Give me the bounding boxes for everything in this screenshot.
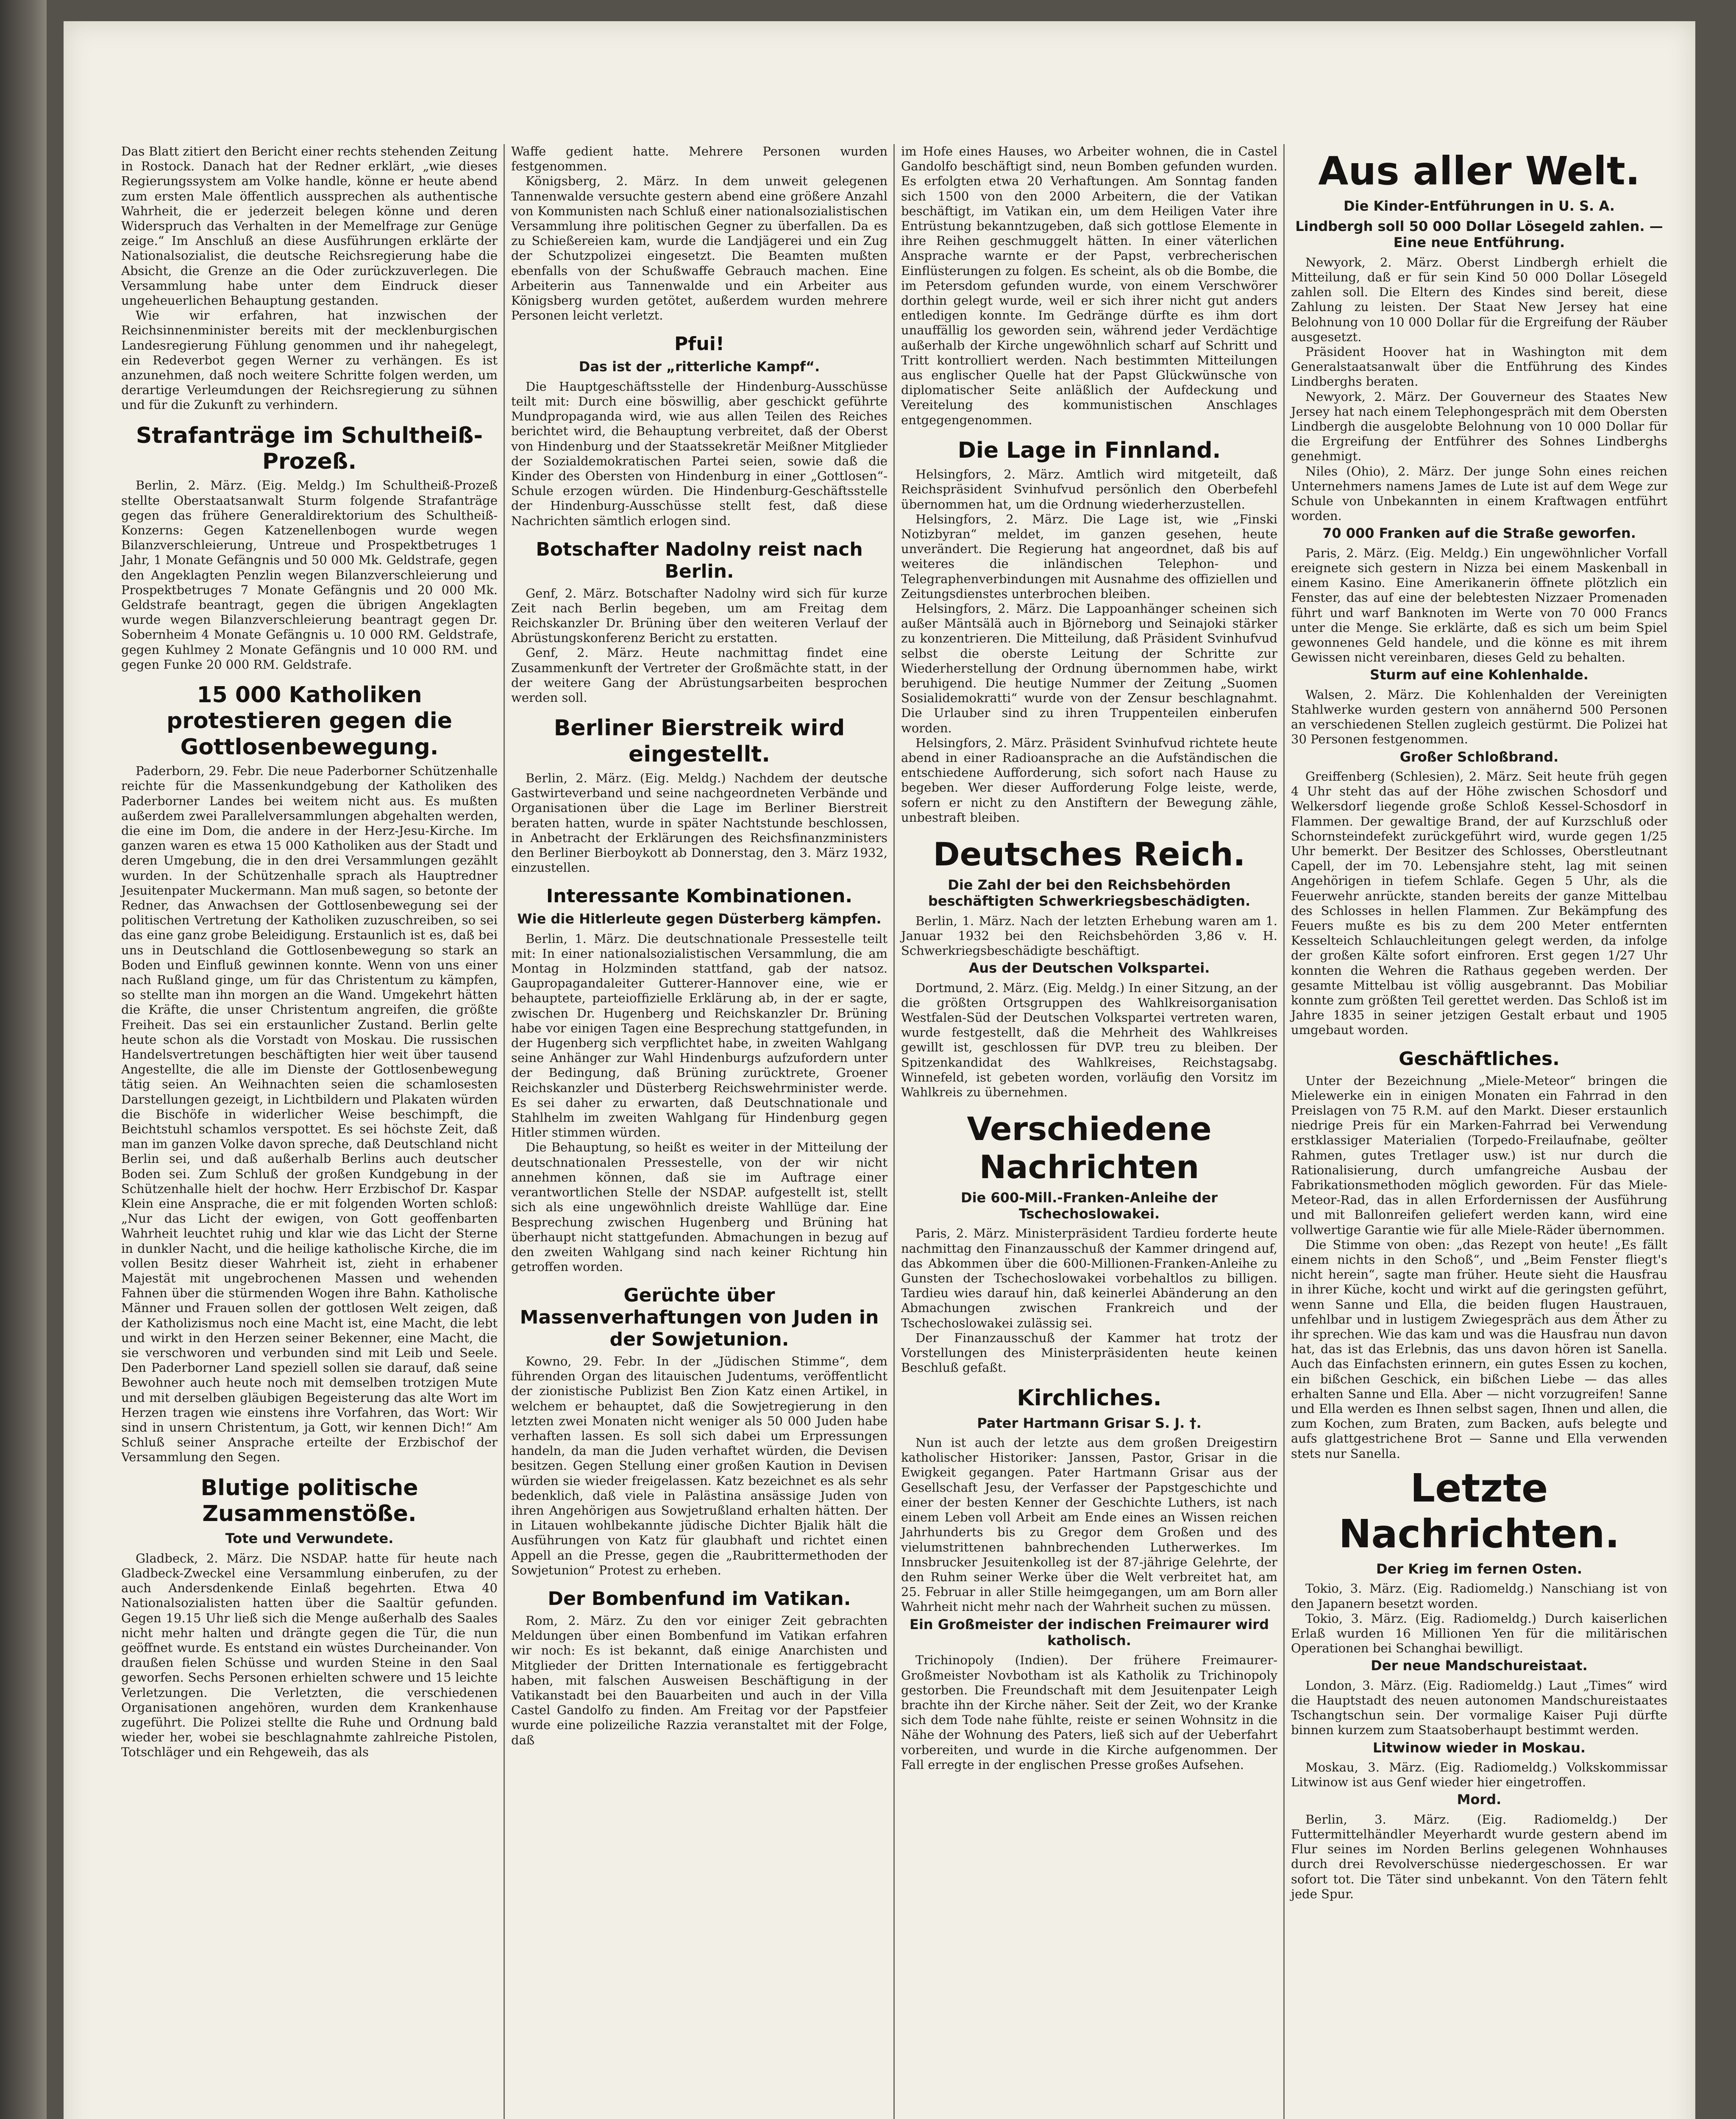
article-paragraph: Die Stimme von oben: „das Rezept von heute! „Es fällt einem nichts in den Schoß“, und „Beim Fenster fliegt's nicht herein“, sagte man früher. Heute sieht die Hausfrau in ihrer Küche, kocht und wirkt auf die geringsten geführt, wenn Sanne und Ella, die beiden flugen Haustrauen, unfehlbar und in lustigem Zwiegespräch aus dem Äther zu ihr sprechen. Wie das kam und was die Hausfrau nun davon hat, das ist das Erlebnis, das uns davon hören ist Sanella. Auch das Einfachsten erinnern, ein gutes Essen zu kochen, ein bißchen Geschick, ein bißchen Liebe — das alles erhalten Sanne und Ella. Aber — nicht vorzugreifen! Sanne und Ella werden es Ihnen selbst sagen, Ihnen und allen, die zum Kochen, zum Braten, zum Backen, aufs belegte und aufs glattgestrichene Brot — Sanne und Ella verwenden stets nur Sanella. [1291,1237,1667,1461]
article-paragraph: Trichinopoly (Indien). Der frühere Freimaurer-Großmeister Novbotham ist als Katholik zu Trichinopoly gestorben. Die Freundschaft mit dem Jesuitenpater Leigh brachte ihn der Kirche näher. Seit der Zeit, wo der Kranke sich dem Tode nahe fühlte, reiste er seinen Wohnsitz in die Nähe der Wohnung des Paters, ließ sich auf der Ueberfahrt vorbereiten, und wurde in die Kirche aufgenommen. Der Fall erregte in der englischen Presse großes Aufsehen. [901,1653,1277,1772]
article-headline: Geschäftliches. [1399,1048,1560,1070]
article-paragraph: Genf, 2. März. Heute nachmittag findet eine Zusammenkunft der Vertreter der Großmächte statt, in der der weitere Gang der Abrüstungsarbeiten besprochen werden soll. [511,645,887,705]
column-rule [1283,144,1285,2119]
article-paragraph: Berlin, 1. März. Nach der letzten Erhebung waren am 1. Januar 1932 bei den Reichsbehörden 3,86 v. H. Schwerkriegsbeschädigte beschäftigt. [901,913,1277,958]
article-subheadline: Die 600-Mill.-Franken-Anleihe der Tschechoslowakei. [961,1189,1218,1222]
article-paragraph: Paderborn, 29. Febr. Die neue Paderborner Schützenhalle reichte für die Massenkundgebung der Katholiken des Paderborner Landes bei weitem nicht aus. Es mußten außerdem zwei Parallelversammlungen abgehalten werden, die eine im Dom, die andere in der Herz-Jesu-Kirche. Im ganzen waren es etwa 15 000 Katholiken aus der Stadt und deren Umgebung, die in den drei Versammlungen gezählt wurden. In der Schützenhalle sprach als Hauptredner Jesuitenpater Muckermann. Man muß sagen, so betonte der Redner, das Anwachsen der Gottlosenbewegung sei der politischen Vertretung der Katholiken zuzuschreiben, so sei das eine ganz grobe Beleidigung. Erstaunlich ist es, daß bei uns in Deutschland die Gottlosenbewegung so stark an Boden und Einfluß gewinnen konnte. Wenn von uns einer nach Rußland ginge, um für das Christentum zu kämpfen, so stellte man ihn morgen an die Wand. Umgekehrt hätten die Kräfte, die unser Christentum angreifen, die größte Freiheit. Das sei ein erstaunlicher Zustand. Berlin gelte heute schon als die Vorstadt von Moskau. Die russischen Handelsvertretungen beschäftigten hier weit über tausend Angestellte, die alle im Dienste der Gottlosenbewegung tätig seien. An Weihnachten seien die schamlosesten Darstellungen gezeigt, in Lichtbildern und Plakaten würden die Bischöfe in widerlicher Weise beschimpft, die Beichtstuhl schamlos verspottet. Es sei höchste Zeit, daß man im ganzen Volke davon spreche, daß Deutschland nicht Berlin sei, und daß außerhalb Berlins auch deutscher Boden sei. Zum Schluß der großen Kundgebung in der Schützenhalle hielt der hochw. Herr Erzbischof Dr. Kaspar Klein eine Ansprache, die er mit folgenden Worten schloß: „Nur das Licht der ewigen, von Gott geoffenbarten Wahrheit leuchtet ruhig und klar wie das Licht der Sterne in dunkler Nacht, und die heilige katholische Kirche, die im vollen Besitz dieser Wahrheit ist, zieht in erhabener Majestät mit ungebrochenen Massen und wehenden Fahnen über die stürmenden Wogen ihre Bahn. Katholische Männer und Frauen sollen der gottlosen Welt zeigen, daß der Katholizismus noch eine Macht ist, eine Macht, die lebt und wirkt in den Herzen seiner Bekenner, eine Macht, die sie verschworen und verbunden sind mit Leib und Seele. Den Paderborner Land speziell sollen sie darauf, daß seine Bewohner auch heute noch mit demselben trotzigen Mute und mit derselben gläubigen Begeisterung das alte Wort im Herzen tragen wie einstens ihre Vorfahren, das Wort: Wir sind in unsern Christentum, ja Gott, wir kennen Dich!“ Am Schluß seiner Ansprache erteilte der Erzbischof der Versammlung den Segen. [121,764,498,1465]
article-paragraph: Walsen, 2. März. Die Kohlenhalden der Vereinigten Stahlwerke wurden gestern von annähernd 500 Personen an verschiedenen Stellen zugleich gestürmt. Die Polizei hat 30 Personen festgenommen. [1291,687,1667,747]
article-paragraph: Newyork, 2. März. Der Gouverneur des Staates New Jersey hat nach einem Telephongespräch mit dem Obersten Lindbergh die ausgelobte Belohnung von 10 000 Dollar für die Ergreifung der Entführer des Sohnes Lindberghs genehmigt. [1291,389,1667,464]
article-subheadline: Ein Großmeister der indischen Freimaurer wird katholisch. [910,1616,1269,1649]
article-paragraph: Niles (Ohio), 2. März. Der junge Sohn eines reichen Unternehmers namens James de Lute ist auf dem Wege zur Schule von Unbekannten in einem Kraftwagen entführt worden. [1291,464,1667,523]
article-subheadline: Mord. [1457,1791,1502,1808]
article-paragraph: Paris, 2. März. Ministerpräsident Tardieu forderte heute nachmittag den Finanzausschuß der Kammer dringend auf, das Abkommen über die 600-Millionen-Franken-Anleihe zu Gunsten der Tschechoslowakei vorbehaltlos zu billigen. Tardieu wies darauf hin, daß keinerlei Abänderung an den Abmachungen zwischen Frankreich und der Tschechoslowakei zulässig sei. [901,1226,1277,1330]
article-headline: Interessante Kombinationen. [546,885,853,907]
article-subheadline: Sturm auf eine Kohlenhalde. [1370,667,1589,683]
article-subheadline: Das ist der „ritterliche Kampf“. [579,359,820,375]
article-paragraph: Berlin, 2. März. (Eig. Meldg.) Nachdem der deutsche Gastwirteverband und seine nachgeordneten Verbände und Organisationen über die Lage im Berliner Bierstreit beraten hatten, wurde in später Nachtstunde beschlossen, in Anbetracht der Erklärungen des Reichsfinanzministers den Berliner Bierboykott ab Donnerstag, den 3. März 1932, einzustellen. [511,770,887,875]
article-headline: Pfui! [674,333,724,355]
article-subheadline: Großer Schloßbrand. [1399,748,1559,765]
article-paragraph: Berlin, 1. März. Die deutschnationale Pressestelle teilt mit: In einer nationalsozialistischen Versammlung, die am Montag in Holzminden stattfand, gab der natsoz. Gaupropagandaleiter Gutterer-Hannover eine, wie er behauptete, parteiofﬁzielle Erklärung ab, in der er sagte, zwischen Dr. Hugenberg und Reichskanzler Dr. Brüning habe vor einigen Tagen eine Besprechung stattgefunden, in der Hugenberg sich verpflichtet habe, in zweiten Wahlgang seine Anhänger zur Wahl Hindenburgs aufzufordern unter der Bedingung, daß Brüning zurücktrete, Groener Reichskanzler und Düsterberg Reichswehrminister werde. Es sei daher zu erwarten, daß Deutschnationale und Stahlhelm im zweiten Wahlgang für Hindenburg gegen Hitler stimmen würden. [511,931,887,1140]
article-paragraph: Der Finanzausschuß der Kammer hat trotz der Vorstellungen des Ministerpräsidenten heute keinen Beschluß gefaßt. [901,1330,1277,1375]
column-3 [899,144,1280,2119]
article-subheadline: Der Krieg im fernen Osten. [1376,1560,1582,1577]
column-rule [504,144,505,2119]
article-headline: Gerüchte über Massenverhaftungen von Juden in der Sowjetunion. [520,1285,879,1351]
article-subheadline: Pater Hartmann Grisar S. J. †. [977,1415,1202,1431]
article-paragraph: im Hofe eines Hauses, wo Arbeiter wohnen, die in Castel Gandolfo beschäftigt sind, neun Bomben gefunden wurden. Es erfolgten etwa 20 Verhaftungen. Am Sonntag fanden sich 1500 von den 2000 Arbeitern, die der Vatikan beschäftigt, im Vatikan ein, um dem Heiligen Vater ihre Entrüstung bekanntzugeben, daß sich gottlose Elemente in ihre Reihen geschmuggelt hätten. In einer väterlichen Ansprache warnte er der Papst, verbrecherischen Einflüsterungen zu folgen. Es scheint, als ob die Bombe, die im Petersdom gefunden wurde, von einem Verschwörer dorthin gelegt wurde, weil er sich ihrer nicht gut anders entledigen konnte. Im Gedränge dürfte es ihm dort unauffällig los geworden sein, während jeder Verdächtige außerhalb der Kirche ungewöhnlich scharf auf Schritt und Tritt kontrolliert werden. Nach bestimmten Mitteilungen aus englischer Quelle hat der Papst Glückwünsche von diplomatischer Seite anläßlich der Aufdeckung und Vereitelung des kommunistischen Anschlages entgegengenommen. [901,144,1277,427]
article-paragraph: Nun ist auch der letzte aus dem großen Dreigestirn katholischer Historiker: Janssen, Pastor, Grisar in die Ewigkeit gegangen. Pater Hartmann Grisar aus der Gesellschaft Jesu, der Verfasser der Papstgeschichte und einer der besten Kenner der Geschichte Luthers, ist nach einem Leben voll Arbeit am Ende eines an Wissen reichen Jahrhunderts bis zu Gregor dem Großen und des vielumstrittenen bahnbrechenden Lutherwerkes. Im Innsbrucker Jesuitenkolleg ist der 87-jährige Gelehrte, der den Ruhm seiner Werke über die Welt verbreitet hat, am 25. Februar in aller Stille heimgegangen, um am Born aller Wahrheit nicht mehr nach der Wahrheit suchen zu müssen. [901,1435,1277,1614]
article-subheadline: Wie die Hitlerleute gegen Düsterberg kämpfen. [517,911,882,927]
article-paragraph: Unter der Bezeichnung „Miele-Meteor“ bringen die Mielewerke ein in einigen Monaten ein Fahrrad in den Preislagen von 75 R.M. auf den Markt. Dieser erstaunlich niedrige Preis für ein Marken-Fahrrad bei Verwendung erstklassiger Materialien (Torpedo-Freilaufnabe, geölter Rahmen, gutes Tretlager usw.) ist nur durch die Rationalisierung, durch umfangreiche Ausbau der Fabrikationsmethoden möglich geworden. Für das Miele-Meteor-Rad, das in allen Erfordernissen der Ausführung und mit Ballonreifen geliefert werden kann, wird eine vollwertige Garantie wie für alle Miele-Räder übernommen. [1291,1073,1667,1237]
article-headline: Die Lage in Finnland. [957,437,1221,463]
article-paragraph: Berlin, 2. März. (Eig. Meldg.) Im Schultheiß-Prozeß stellte Oberstaatsanwalt Sturm folgende Strafanträge gegen das frühere Generaldirektorium des Schultheiß-Konzerns: Gegen Katzenellenbogen wurde wegen Bilanzverschleierung, Untreue und Prospektbetruges 1 Jahr, 1 Monate Gefängnis und 50 000 Mk. Geldstrafe, gegen den Angeklagten Penzlin wegen Bilanzverschleierung und Prospektbetruges 7 Monate Gefängnis und 20 000 Mk. Geldstrafe beantragt, gegen die übrigen Angeklagten wurde wegen Bilanzverschleierung beantragt gegen Dr. Sobernheim 4 Monate Gefängnis u. 10 000 RM. Geldstrafe, gegen Kuhlmey 2 Monate Gefängnis und 10 000 RM. und gegen Funke 20 000 RM. Geldstrafe. [121,478,498,672]
article-paragraph: Rom, 2. März. Zu den vor einiger Zeit gebrachten Meldungen über einen Bombenfund im Vatikan erfahren wir noch: Es ist bekannt, daß einige Anarchisten und Mitglieder der Dritten Internationale es fertiggebracht haben, mit falschen Ausweisen Beschäftigung in der Vatikanstadt bei den Bauarbeiten und auch in der Villa Castel Gandolfo zu finden. Am Freitag vor der Papstfeier wurde eine polizeiliche Razzia veranstaltet mit der Folge, daß [511,1613,887,1747]
article-subheadline: Aus der Deutschen Volkspartei. [968,960,1210,976]
article-paragraph: Waffe gedient hatte. Mehrere Personen wurden festgenommen. [511,144,887,174]
column-1 [119,144,500,2119]
article-headline: Aus aller Welt. [1318,148,1640,194]
column-4 [1288,144,1670,2119]
article-paragraph: Newyork, 2. März. Oberst Lindbergh erhielt die Mitteilung, daß er für sein Kind 50 000 Dollar Lösegeld zahlen soll. Die Eltern des Kindes sind bereit, diese Zahlung zu leisten. Der Staat New Jersey hat eine Belohnung von 10 000 Dollar für die Ergreifung der Räuber ausgesetzt. [1291,255,1667,344]
article-paragraph: Präsident Hoover hat in Washington mit dem Generalstaatsanwalt über die Entführung des Kindes Lindberghs beraten. [1291,344,1667,389]
article-subheadline: Lindbergh soll 50 000 Dollar Lösegeld zahlen. — Eine neue Entführung. [1295,218,1663,251]
article-subheadline: Der neue Mandschureistaat. [1371,1657,1588,1674]
article-subheadline: Die Kinder-Entführungen in U. S. A. [1344,197,1615,214]
article-paragraph: Dortmund, 2. März. (Eig. Meldg.) In einer Sitzung, an der die größten Ortsgruppen des Wahlkreisorganisation Westfalen-Süd der Deutschen Volkspartei vertreten waren, wurde festgestellt, daß die Mehrheit des Wahlkreises gewillt ist, geschlossen für DVP. treu zu bleiben. Der Spitzenkandidat des Wahlkreises, Reichstagsabg. Winnefeld, ist gebeten worden, vorläufig den Vorsitz im Wahlkreis zu übernehmen. [901,980,1277,1099]
article-paragraph: Kowno, 29. Febr. In der „Jüdischen Stimme“, dem führenden Organ des litauischen Judentums, veröffentlicht der zionistische Publizist Ben Zion Katz einen Artikel, in welchem er behauptet, daß die Sowjetregierung in den letzten zwei Monaten nicht weniger als 50 000 Juden habe verhaften lassen. Es soll sich dabei um Erpressungen handeln, da man die Juden verhaftet würden, die Devisen besitzen. Gegen Stellung einer großen Kaution in Devisen würden sie wieder freigelassen. Katz bezeichnet es als sehr bedenklich, daß viele in Palästina ansässige Juden von ihren Angehörigen aus Sowjetrußland erhalten hätten. Der in Litauen wohlbekannte jüdische Dichter Bjalik hält die Ausführungen von Katz für glaubhaft und richtet einen Appell an die Presse, gegen die „Raubrittermethoden der Sowjetunion“ Protest zu erheben. [511,1354,887,1577]
article-paragraph: Helsingfors, 2. März. Die Lage ist, wie „Finski Notizbyran“ meldet, im ganzen gesehen, heute unverändert. Die Regierung hat angeordnet, daß bis auf weiteres die inländischen Telephon- und Telegraphenverbindungen mit Ausnahme des offiziellen und Zeitungsdienstes unterbrochen bleiben. [901,512,1277,601]
column-2 [509,144,890,2119]
article-paragraph: Berlin, 3. März. (Eig. Radiomeldg.) Der Futtermittelhändler Meyerhardt wurde gestern abend im Flur seines im Norden Berlins gelegenen Wohnhauses durch drei Revolverschüsse niedergeschossen. Er war sofort tot. Die Täter sind unbekannt. Von den Tätern fehlt jede Spur. [1291,1812,1667,1901]
article-headline: 15 000 Katholiken protestieren gegen die Gottlosenbewegung. [166,682,453,760]
column-rule [893,144,895,2119]
article-headline: Verschiedene Nachrichten [967,1110,1212,1186]
article-paragraph: Das Blatt zitiert den Bericht einer rechts stehenden Zeitung in Rostock. Danach hat der Redner erklärt, „wie dieses Regierungssystem am Volke handle, könne er heute abend zum ersten Male öffentlich aussprechen als authentische Wahrheit, die er jederzeit belegen könne und deren Widerspruch das Verhalten in der Memelfrage zur Genüge zeige.“ Im Anschluß an diese Ausführungen erklärte der Nationalsozialist, die deutsche Reichsregierung habe die Absicht, die Grenze an die Oder zurückzuverlegen. Die Versammlung habe unter dem Eindruck dieser ungeheuerlichen Behauptung gestanden. [121,144,498,308]
article-paragraph: Paris, 2. März. (Eig. Meldg.) Ein ungewöhnlicher Vorfall ereignete sich gestern in Nizza bei einem Maskenball in einem Kasino. Eine Amerikanerin öffnete plötzlich ein Fenster, das auf eine der belebtesten Nizzaer Promenaden führt und warf Banknoten im Werte von 70 000 Francs unter die Menge. Sie erklärte, daß es sich um beim Spiel gewonnenes Geld handele, und die könne es mit ihrem Gewissen nicht vereinbaren, dieses Geld zu behalten. [1291,545,1667,665]
article-paragraph: Moskau, 3. März. (Eig. Radiomeldg.) Volkskommissar Litwinow ist aus Genf wieder hier eingetroffen. [1291,1760,1667,1790]
article-headline: Kirchliches. [1017,1385,1162,1411]
article-paragraph: Helsingfors, 2. März. Die Lappoanhänger scheinen sich außer Mäntsälä auch in Björneborg und Seinajoki stärker zu konzentrieren. Die Mitteilung, daß Präsident Svinhufvud selbst die oberste Leitung der Schritte zur Wiederherstellung der Ordnung übernommen habe, wirkt beruhigend. Die heutige Nummer der Zeitung „Suomen Sosialidemokratti“ wurde von der Zensur beschlagnahmt. Die Urlauber sind zu ihren Truppenteilen einberufen worden. [901,601,1277,735]
article-paragraph: London, 3. März. (Eig. Radiomeldg.) Laut „Times“ wird die Hauptstadt des neuen autonomen Mandschureistaates Tschangtschun sein. Der vormalige Kaiser Puji dürfte binnen kurzem zum Staatsoberhaupt bestimmt werden. [1291,1678,1667,1738]
article-subheadline: Die Zahl der bei den Reichsbehörden beschäftigten Schwerkriegsbeschädigten. [928,876,1251,909]
article-paragraph: Genf, 2. März. Botschafter Nadolny wird sich für kurze Zeit nach Berlin begeben, um am Freitag dem Reichskanzler Dr. Brüning über den weiteren Verlauf der Abrüstungskonferenz Bericht zu erstatten. [511,586,887,645]
article-paragraph: Helsingfors, 2. März. Präsident Svinhufvud richtete heute abend in einer Radioansprache an die Aufständischen die entschiedene Aufforderung, sich sofort nach Hause zu begeben. Wer dieser Aufforderung Folge leiste, werde, sofern er nicht zu den Anstiftern der Bewegung zähle, unbestraft bleiben. [901,735,1277,825]
article-headline: Der Bombenfund im Vatikan. [548,1588,851,1610]
article-headline: Botschafter Nadolny reist nach Berlin. [536,538,863,582]
article-subheadline: 70 000 Franken auf die Straße geworfen. [1322,525,1636,542]
article-subheadline: Tote und Verwundete. [225,1530,394,1547]
article-paragraph: Wie wir erfahren, hat inzwischen der Reichsinnenminister bereits mit der mecklenburgischen Landesregierung Fühlung genommen und ihr nahegelegt, ein Redeverbot gegen Werner zu verhängen. Es ist anzunehmen, daß noch weitere Schritte folgen werden, um derartige Verleumdungen der Reichsregierung zu sühnen und für die Zukunft zu verhindern. [121,308,498,412]
article-paragraph: Helsingfors, 2. März. Amtlich wird mitgeteilt, daß Reichspräsident Svinhufvud persönlich den Oberbefehl übernommen hat, um die Ordnung wiederherzustellen. [901,467,1277,512]
article-paragraph: Die Behauptung, so heißt es weiter in der Mitteilung der deutschnationalen Pressestelle, von der wir nicht annehmen können, daß sie im Auftrage einer verantwortlichen Stelle der NSDAP. aufgestellt ist, stellt sich als eine ungewöhnlich dreiste Wahllüge dar. Eine Besprechung zwischen Hugenberg und Brüning hat überhaupt nicht stattgefunden. Abmachungen in bezug auf den zweiten Wahlgang sind nach keiner Richtung hin getroffen worden. [511,1140,887,1274]
article-paragraph: Greiffenberg (Schlesien), 2. März. Seit heute früh gegen 4 Uhr steht das auf der Höhe zwischen Schosdorf und Welkersdorf liegende große Schloß Kessel-Schosdorf in Flammen. Der gewaltige Brand, der auf Kurzschluß oder Schornsteindefekt zurückgeführt wird, wurde gegen 1/25 Uhr bemerkt. Der Besitzer des Schlosses, Oberstleutnant Capell, der im 70. Lebensjahre steht, lag mit seinen Angehörigen in tiefem Schlafe. Gegen 5 Uhr, als die Feuerwehr anrückte, standen bereits der ganze Mittelbau des Schlosses in hellen Flammen. Zur Bekämpfung des Feuers mußte es bis zu dem 200 Meter entfernten Kesselteich Schlauchleitungen gelegt werden, da infolge der großen Kälte sofort einfroren. Erst gegen 1/27 Uhr konnten die Wehren die Rathaus gegeben werden. Der gesamte Mittelbau ist völlig ausgebrannt. Das Mobiliar konnte zum größten Teil gerettet werden. Das Schloß ist im Jahre 1835 in seiner jetzigen Gestalt erbaut und 1905 umgebaut worden. [1291,769,1667,1037]
article-paragraph: Die Hauptgeschäftsstelle der Hindenburg-Ausschüsse teilt mit: Durch eine böswillig, aber geschickt geführte Mundpropaganda wird, wie aus allen Teilen des Reiches berichtet wird, die Behauptung verbreitet, daß der Oberst von Hindenburg und der Staatssekretär Meißner Mitglieder der Sozialdemokratischen Partei seien, sowie daß die Kinder des Obersten von Hindenburg in einer „Gottlosen“-Schule erzogen würden. Die Hindenburg-Geschäftsstelle der Hindenburg-Ausschüsse stellt fest, daß diese Nachrichten sämtlich erlogen sind. [511,379,887,528]
article-headline: Blutige politische Zusammenstöße. [200,1475,418,1527]
article-paragraph: Tokio, 3. März. (Eig. Radiomeldg.) Durch kaiserlichen Erlaß wurden 16 Millionen Yen für die militärischen Operationen bei Schanghai bewilligt. [1291,1611,1667,1656]
article-headline: Deutsches Reich. [933,835,1246,873]
article-headline: Strafanträge im Schultheiß-Prozeß. [136,423,483,475]
article-paragraph: Königsberg, 2. März. In dem unweit gelegenen Tannenwalde versuchte gestern abend eine größere Anzahl von Kommunisten nach Schluß einer nationalsozialistischen Versammlung ihre politischen Gegner zu überfallen. Da es zu Schießereien kam, wurde die Landjägerei und ein Zug der Schutzpolizei eingesetzt. Die Beamten mußten ebenfalls von der Schußwaffe Gebrauch machen. Eine Arbeiterin aus Tannenwalde und ein Arbeiter aus Königsberg wurden getötet, außerdem wurden mehrere Personen leicht verletzt. [511,174,887,323]
article-paragraph: Tokio, 3. März. (Eig. Radiomeldg.) Nanschiang ist von den Japanern besetzt worden. [1291,1581,1667,1611]
article-headline: Berliner Bierstreik wird eingestellt. [554,715,845,767]
article-subheadline: Litwinow wieder in Moskau. [1373,1739,1586,1756]
previous-page-edge [0,0,47,2119]
article-headline: Letzte Nachrichten. [1338,1465,1620,1557]
newspaper-page [64,21,1695,2119]
article-paragraph: Gladbeck, 2. März. Die NSDAP. hatte für heute nach Gladbeck-Zweckel eine Versammlung einberufen, zu der auch Andersdenkende Einlaß begehrten. Etwa 40 Nationalsozialisten hatten über die Saaltür gefunden. Gegen 19.15 Uhr ließ sich die Menge außerhalb des Saales nicht mehr halten und drängte gegen die Tür, die nun geöffnet wurde. Es entstand ein wüstes Durcheinander. Von draußen fielen Schüsse und wurden Steine in den Saal geworfen. Sechs Personen erhielten schwere und 15 leichte Verletzungen. Die Verletzten, die verschiedenen Organisationen angehören, wurden dem Krankenhause zugeführt. Die Polizei stellte die Ruhe und Ordnung bald wieder her, wobei sie beschlagnahmte zahlreiche Pistolen, Totschläger und ein Rehgeweih, das als [121,1551,498,1760]
